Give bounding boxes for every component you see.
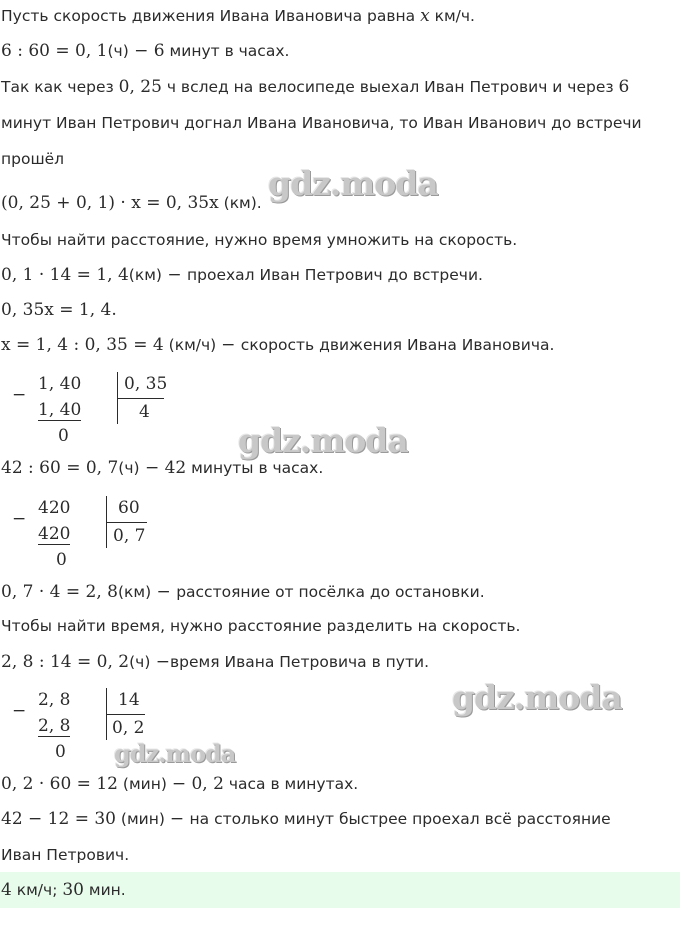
text-line-14: 2, 8 : 14 = 0, 2(ч) −время Ивана Петровича в пути. [1,652,430,672]
dividend: 420 [38,498,71,518]
text-line-4: минут Иван Петрович догнал Ивана Ивановича, то Иван Иванович до встречи [1,114,642,132]
divisor: 0, 35 [124,374,168,394]
text-line-11: 42 : 60 = 0, 7(ч) − 42 минуты в часах. [1,458,324,478]
answer-box [0,872,680,908]
quotient: 0, 2 [112,718,145,738]
subtrahend: 2, 8 [38,716,71,736]
minus-sign: − [12,509,27,529]
remainder: 0 [56,550,67,570]
text-line-2: 6 : 60 = 0, 1(ч) − 6 минут в часах. [1,41,290,61]
divisor-line [107,714,145,715]
quotient: 0, 7 [113,526,146,546]
text-line-13: Чтобы найти время, нужно расстояние разделить на скорость. [1,617,521,635]
watermark-logo: gdz.moda [114,739,236,768]
minus-sign: − [12,385,27,405]
quotient: 4 [139,402,150,422]
watermark-logo: gdz.moda [268,164,438,203]
text-line-7: Чтобы найти расстояние, нужно время умножить на скорость. [1,231,518,249]
text-line-12: 0, 7 · 4 = 2, 8(км) − расстояние от посёлка до остановки. [1,582,485,602]
divisor-line [107,522,147,523]
text-line-3: Так как через 0, 25 ч вслед на велосипеде выехал Иван Петрович и через 6 [1,77,630,97]
text-line-10: x = 1, 4 : 0, 35 = 4 (км/ч) − скорость движения Ивана Ивановича. [1,335,555,355]
text-line-17: Иван Петрович. [1,846,130,864]
dividend: 1, 40 [38,374,82,394]
watermark-logo: gdz.moda [238,421,408,460]
answer-text: 4 км/ч; 30 мин. [1,880,126,900]
divisor: 60 [118,498,140,518]
subtrahend: 420 [38,524,71,544]
remainder: 0 [55,742,66,762]
long-division-1 [0,370,200,450]
text-line-15: 0, 2 · 60 = 12 (мин) − 0, 2 часа в минутах. [1,774,359,794]
dividend: 2, 8 [38,690,71,710]
divisor-line [118,398,164,399]
remainder: 0 [58,426,69,446]
text-line-5: прошёл [1,150,65,168]
text-line-8: 0, 1 · 14 = 1, 4(км) − проехал Иван Петрович до встречи. [1,265,483,285]
text-line-1: Пусть скорость движения Ивана Ивановича равна x км/ч. [1,6,475,26]
text-line-6: (0, 25 + 0, 1) · x = 0, 35x (км). [1,193,262,213]
minus-sign: − [12,701,27,721]
divisor: 14 [118,690,140,710]
text-line-16: 42 − 12 = 30 (мин) − на столько минут быстрее проехал всё расстояние [1,809,611,829]
text-line-9: 0, 35x = 1, 4. [1,300,117,320]
watermark-logo: gdz.moda [452,678,622,717]
long-division-2 [0,494,200,574]
subtrahend: 1, 40 [38,400,82,420]
